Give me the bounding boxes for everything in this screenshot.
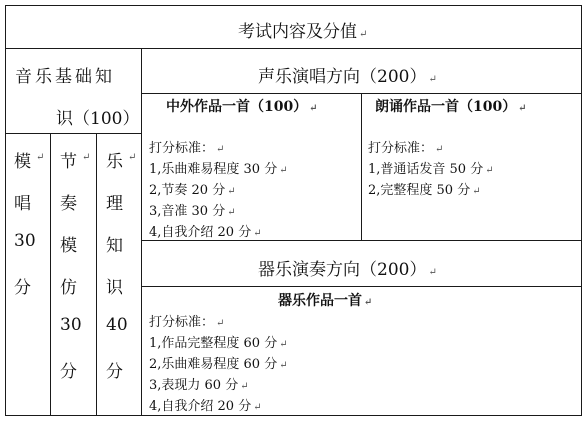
col-divider-basic-1 [50,133,51,416]
return-mark: ↵ [36,152,45,163]
vocal-left-item: 4,自我介绍 20 分 ↵ [149,225,262,240]
vocal-left-title: 中外作品一首（100） ↵ [166,99,318,115]
vchar: 识 [106,278,123,298]
basic-header-line2: 识（100） [56,109,140,129]
vocal-right-criteria-label: 打分标准： ↵ [368,141,444,156]
instrumental-criteria-label: 打分标准： ↵ [149,315,225,330]
row-divider-instrumental-top [141,240,582,241]
instrumental-title: 器乐作品一首 ↵ [278,293,373,309]
basic-header-line1: 音乐基础知 [15,67,115,87]
table-border-right [581,5,582,416]
vchar: 30 [14,231,36,251]
vchar: 分 [106,362,123,382]
row-divider-instrumental-header [141,286,582,287]
return-mark: ↵ [82,152,91,163]
row-divider-title [5,48,582,49]
col-divider-basic-2 [96,133,97,416]
vocal-header: 声乐演唱方向（200） ↵ [258,67,437,87]
table-border-top [5,5,582,6]
vchar: 分 [60,362,77,382]
instrumental-item: 4,自我介绍 20 分 ↵ [149,399,262,414]
instrumental-item: 3,表现力 60 分 ↵ [149,378,249,393]
vocal-left-item: 3,音准 30 分 ↵ [149,204,236,219]
page-title: 考试内容及分值 ↵ [238,22,368,42]
vchar: 乐 [106,152,123,172]
instrumental-header: 器乐演奏方向（200） ↵ [258,260,437,280]
vocal-left-criteria-label: 打分标准： ↵ [149,141,225,156]
vocal-right-item: 2,完整程度 50 分 ↵ [368,183,481,198]
return-mark: ↵ [128,152,137,163]
vchar: 30 [60,315,82,335]
col-divider-vocal [361,93,362,241]
vocal-right-title: 朗诵作品一首（100） ↵ [375,99,527,115]
table-border-bottom [5,415,582,416]
vocal-left-item: 1,乐曲难易程度 30 分 ↵ [149,162,288,177]
vchar: 模 [14,152,31,172]
vchar: 唱 [14,194,31,214]
vchar: 分 [14,278,31,298]
vocal-right-item: 1,普通话发音 50 分 ↵ [368,162,494,177]
vocal-left-item: 2,节奏 20 分 ↵ [149,183,236,198]
instrumental-item: 2,乐曲难易程度 60 分 ↵ [149,357,288,372]
row-divider-basic-header [5,133,142,134]
vchar: 知 [106,236,123,256]
col-divider-main [141,48,142,416]
vchar: 理 [106,194,123,214]
vchar: 奏 [60,194,77,214]
vchar: 节 [60,152,77,172]
vchar: 40 [106,315,128,335]
instrumental-item: 1,作品完整程度 60 分 ↵ [149,336,288,351]
vchar: 仿 [60,278,77,298]
table-border-left [5,5,6,416]
vchar: 模 [60,236,77,256]
